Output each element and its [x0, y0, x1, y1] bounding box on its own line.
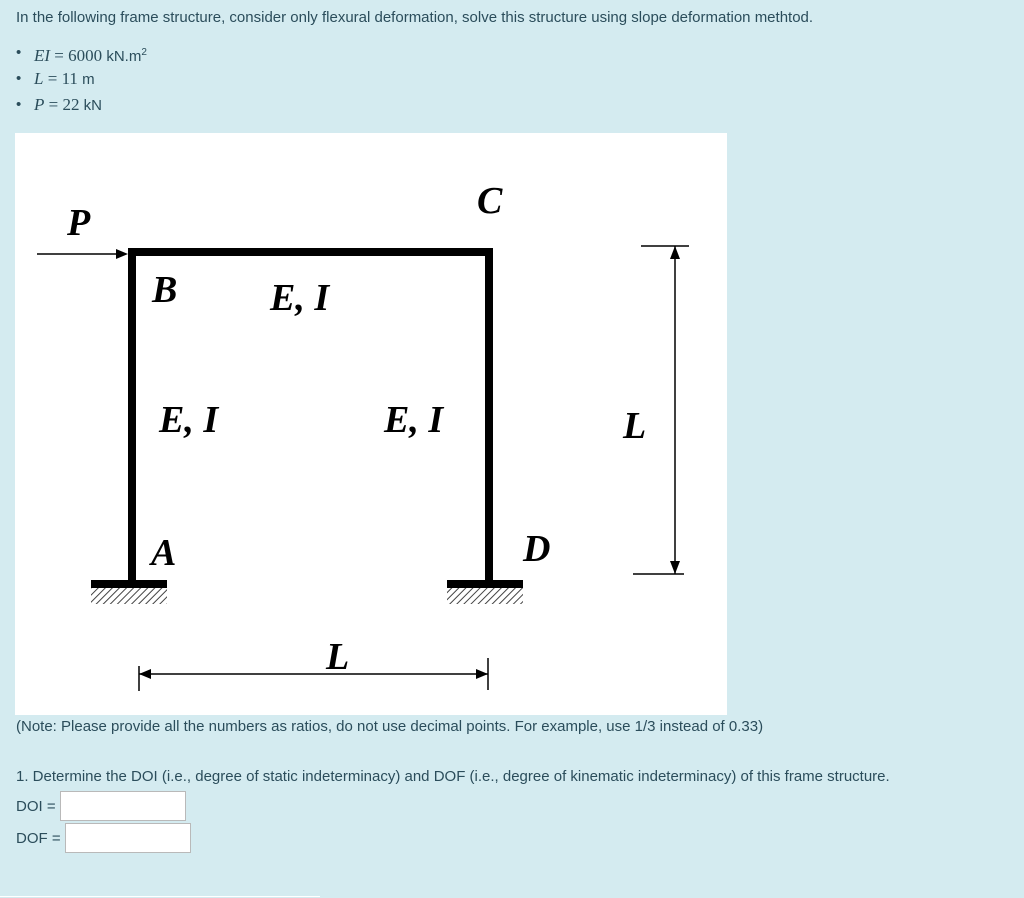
- note-text: (Note: Please provide all the numbers as ratios, do not use decimal points. For example, use 1/3 instead of 0.33): [16, 718, 764, 735]
- label-a: A: [151, 532, 177, 574]
- param-l-value: 11: [61, 69, 78, 88]
- doi-input[interactable]: [60, 791, 186, 821]
- label-dim-vertical: L: [623, 405, 647, 447]
- bullet-icon: •: [16, 96, 22, 113]
- param-l: [16, 66, 147, 92]
- label-b: B: [152, 269, 178, 311]
- label-left-column-ei: E, I: [159, 399, 219, 441]
- dof-label: DOF =: [16, 829, 61, 847]
- bullet-icon: •: [16, 70, 22, 87]
- bullet-icon: •: [16, 44, 22, 61]
- dof-row: [16, 823, 191, 853]
- param-p-eq: =: [48, 95, 59, 114]
- frame-figure: [15, 133, 727, 715]
- label-beam-ei: E, I: [270, 277, 330, 319]
- param-l-unit: m: [82, 71, 95, 88]
- fixed-support-a: [91, 580, 167, 604]
- param-ei-unit: kN.m: [106, 48, 142, 65]
- label-c: C: [477, 180, 503, 222]
- label-dim-horizontal: L: [326, 636, 350, 678]
- label-d: D: [523, 528, 551, 570]
- dimension-horizontal: [139, 658, 488, 691]
- param-ei: [16, 40, 147, 66]
- doi-row: [16, 791, 186, 821]
- param-l-eq: =: [47, 69, 58, 88]
- question-intro: In the following frame structure, consider only flexural deformation, solve this structure using slope deformation methtod.: [16, 9, 814, 26]
- fixed-support-d: [447, 580, 523, 604]
- param-ei-eq: =: [54, 46, 64, 65]
- parameter-list: [16, 40, 147, 118]
- divider: [0, 896, 320, 897]
- part1-question: 1. Determine the DOI (i.e., degree of static indeterminacy) and DOF (i.e., degree of kinematic indeterminacy) of this frame structure.: [16, 768, 890, 785]
- param-l-symbol: L: [34, 69, 44, 88]
- param-p-unit: kN: [83, 97, 102, 114]
- dof-input[interactable]: [65, 823, 191, 853]
- doi-label: DOI =: [16, 797, 56, 815]
- param-ei-unit-exp: 2: [141, 47, 147, 58]
- load-arrow: [37, 249, 128, 259]
- param-p: [16, 92, 147, 118]
- param-ei-value: 6000: [68, 46, 103, 65]
- frame-diagram: [15, 133, 727, 715]
- label-p: P: [67, 202, 91, 244]
- label-right-column-ei: E, I: [384, 399, 444, 441]
- param-p-value: 22: [62, 95, 80, 114]
- param-p-symbol: P: [34, 95, 45, 114]
- param-ei-symbol: EI: [34, 46, 51, 65]
